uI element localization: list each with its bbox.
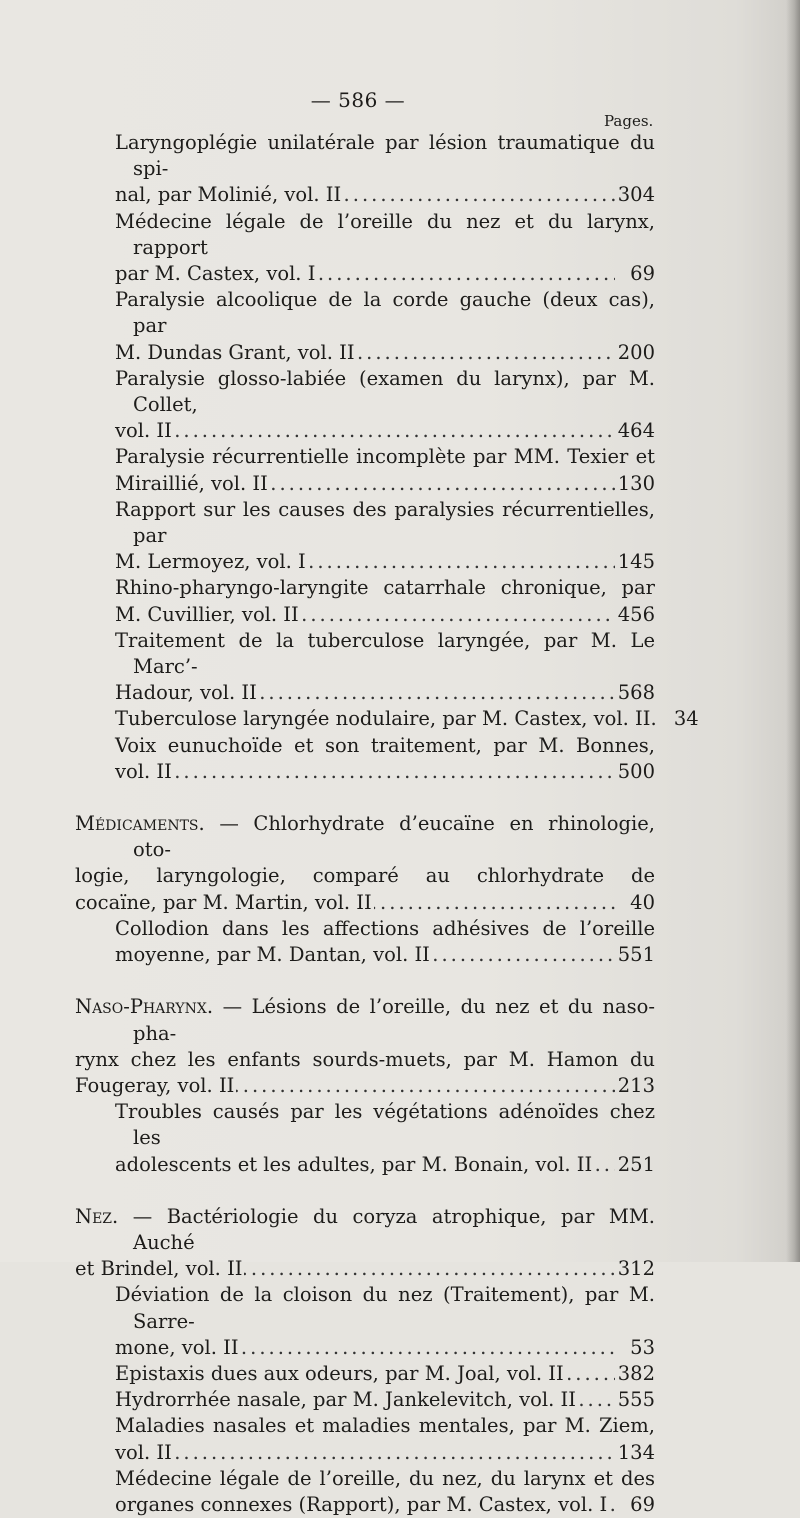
entry-line-with-page bbox=[115, 1440, 655, 1466]
page-reference: 304 bbox=[617, 183, 655, 207]
entry-text: Collodion dans les affections adhésives de l’oreille bbox=[115, 916, 655, 940]
entry-line bbox=[115, 628, 655, 680]
page-reference: 53 bbox=[630, 1335, 655, 1359]
entry-line bbox=[75, 1047, 655, 1073]
entry-text: Médecine légale de l’oreille du nez et du larynx, rapport bbox=[115, 209, 655, 259]
entry-line-with-page bbox=[115, 340, 655, 366]
page-reference: 130 bbox=[617, 471, 655, 495]
page-reference: 555 bbox=[617, 1388, 655, 1412]
dot-leader bbox=[270, 471, 615, 497]
entry-text: moyenne, par M. Dantan, vol. II bbox=[115, 943, 430, 967]
page-reference: 69 bbox=[630, 262, 655, 286]
entry-line bbox=[115, 366, 655, 418]
section-larynx-continued bbox=[75, 130, 699, 785]
page-reference: 134 bbox=[617, 1440, 655, 1464]
entry-line-with-page bbox=[115, 942, 655, 968]
dot-leader bbox=[609, 1492, 615, 1518]
index-entry bbox=[75, 287, 655, 366]
page-reference: 34 bbox=[673, 707, 699, 731]
entry-text: Hadour, vol. II bbox=[115, 681, 257, 705]
dot-leader bbox=[594, 1152, 615, 1178]
entry-text: Paralysie récurrentielle incomplète par MM. Texier et bbox=[115, 445, 655, 469]
entry-text: Laryngoplégie unilatérale par lésion traumatique du spi- bbox=[115, 131, 655, 181]
entry-line-with-page bbox=[115, 1492, 655, 1518]
dot-leader bbox=[578, 1387, 615, 1413]
entry-line-with-page bbox=[115, 602, 655, 628]
dot-leader bbox=[301, 602, 615, 628]
entry-line bbox=[75, 811, 655, 863]
index-entry bbox=[75, 628, 655, 707]
dot-leader bbox=[174, 1440, 615, 1466]
entry-text: Médecine légale de l’oreille, du nez, du larynx et des bbox=[115, 1466, 655, 1490]
entry-line bbox=[75, 1204, 656, 1256]
entry-line-with-page bbox=[115, 1361, 655, 1387]
dot-leader bbox=[343, 182, 615, 208]
entry-line-with-page bbox=[75, 1256, 655, 1282]
page-reference: 568 bbox=[617, 681, 655, 705]
entry-line-with-page bbox=[115, 261, 655, 287]
entry-line-with-page bbox=[75, 890, 655, 916]
dot-leader bbox=[244, 1256, 615, 1282]
index-entry bbox=[75, 1413, 655, 1465]
entry-text: Traitement de la tuberculose laryngée, par M. Le Marc’- bbox=[115, 628, 655, 679]
entry-text: adolescents et les adultes, par M. Bonain, vol. II bbox=[115, 1152, 593, 1176]
index-entry bbox=[75, 1204, 655, 1283]
entry-text: mone, vol. II bbox=[115, 1335, 239, 1359]
index-entry bbox=[75, 733, 655, 785]
entry-text: rynx chez les enfants sourds-muets, par M. Hamon du bbox=[75, 1047, 655, 1071]
dot-leader bbox=[241, 1335, 615, 1361]
entry-text: Troubles causés par les végétations adénoïdes chez les bbox=[115, 1100, 655, 1150]
entry-text: M. Cuvillier, vol. II bbox=[115, 602, 299, 626]
entry-text: par M. Castex, vol. I bbox=[115, 262, 316, 286]
entry-text: — Lésions de l’oreille, du nez et du naso-pha- bbox=[133, 995, 655, 1045]
page-reference: 200 bbox=[617, 340, 655, 364]
entry-text: M. Dundas Grant, vol. II bbox=[115, 340, 355, 364]
entry-text: Fougeray, vol. II bbox=[75, 1073, 235, 1097]
index-entry bbox=[75, 706, 699, 732]
entry-line bbox=[115, 130, 655, 182]
entry-line-with-page bbox=[75, 1073, 655, 1099]
entry-text: Rapport sur les causes des paralysies récurrentielles, par bbox=[115, 497, 655, 548]
index-entry bbox=[75, 575, 655, 627]
entry-line-with-page bbox=[115, 1152, 655, 1178]
entry-line bbox=[115, 1099, 655, 1151]
entry-text: — Bactériologie du coryza atrophique, par MM. Auché bbox=[132, 1204, 656, 1254]
page-reference: 40 bbox=[630, 890, 655, 914]
index-entry bbox=[75, 1361, 655, 1387]
page-reference: 464 bbox=[617, 419, 655, 443]
section-heading: Nez. bbox=[75, 1204, 119, 1228]
entry-text: — Chlorhydrate d’eucaïne en rhinologie, oto- bbox=[133, 812, 655, 862]
entry-text: cocaïne, par M. Martin, vol. II bbox=[75, 890, 372, 914]
entry-text: M. Lermoyez, vol. I bbox=[115, 550, 306, 574]
entry-text: organes connexes (Rapport), par M. Castex, vol. I bbox=[115, 1492, 608, 1516]
entry-text: Voix eunuchoïde et son traitement, par M. Bonnes, bbox=[115, 733, 655, 757]
entry-text: Maladies nasales et maladies mentales, par M. Ziem, bbox=[115, 1414, 655, 1438]
entry-line-with-page bbox=[115, 1387, 655, 1413]
entry-line bbox=[75, 994, 655, 1046]
entry-text: Déviation de la cloison du nez (Traitement), par M. Sarre- bbox=[115, 1283, 655, 1333]
entry-text: vol. II bbox=[115, 1440, 172, 1464]
dot-leader bbox=[357, 340, 615, 366]
entry-line bbox=[115, 575, 655, 601]
entry-text: Hydrorrhée nasale, par M. Jankelevitch, vol. II bbox=[115, 1388, 576, 1412]
entry-line bbox=[115, 209, 655, 261]
page-reference: 500 bbox=[617, 759, 655, 783]
section-naso-pharynx bbox=[75, 994, 655, 1177]
section-medicaments bbox=[75, 811, 655, 968]
index-entry bbox=[75, 130, 655, 209]
entry-line-with-page bbox=[115, 182, 655, 208]
page-reference: 551 bbox=[617, 943, 655, 967]
section-heading: Naso-Pharynx. bbox=[75, 995, 214, 1019]
index-entry bbox=[75, 916, 655, 968]
index-entry bbox=[75, 811, 655, 916]
dot-leader bbox=[308, 549, 615, 575]
entry-line bbox=[115, 444, 655, 470]
index-entry bbox=[75, 1282, 655, 1361]
page-reference: 382 bbox=[617, 1361, 655, 1385]
entry-line-with-page bbox=[115, 759, 655, 785]
entry-text: vol. II bbox=[115, 759, 172, 783]
page-number: — 586 — bbox=[310, 88, 406, 112]
entry-line bbox=[115, 1413, 655, 1439]
entry-line bbox=[75, 863, 655, 889]
entry-line-with-page bbox=[115, 549, 655, 575]
dot-leader bbox=[432, 942, 615, 968]
index-entry bbox=[75, 444, 655, 496]
entry-line-with-page bbox=[115, 680, 655, 706]
entry-text: Miraillié, vol. II bbox=[115, 471, 268, 495]
entry-line bbox=[115, 1466, 655, 1492]
index-entry bbox=[75, 1466, 655, 1518]
page-reference: 69 bbox=[630, 1492, 655, 1516]
entry-text: et Brindel, vol. II bbox=[75, 1257, 243, 1281]
entry-line-with-page bbox=[115, 1335, 655, 1361]
index-content bbox=[75, 130, 699, 1518]
index-entry bbox=[75, 1387, 655, 1413]
dot-leader bbox=[317, 261, 615, 287]
entry-text: vol. II bbox=[115, 419, 172, 443]
entry-line-with-page bbox=[115, 471, 655, 497]
page-reference: 213 bbox=[617, 1073, 655, 1097]
entry-text: Epistaxis dues aux odeurs, par M. Joal, vol. II bbox=[115, 1361, 564, 1385]
entry-line-with-page bbox=[115, 706, 699, 732]
entry-line bbox=[115, 1282, 655, 1334]
entry-text: Rhino-pharyngo-laryngite catarrhale chronique, par bbox=[115, 576, 655, 600]
pages-column-label: Pages. bbox=[604, 112, 654, 130]
page-reference: 145 bbox=[617, 550, 655, 574]
page-reference: 456 bbox=[617, 602, 655, 626]
dot-leader bbox=[174, 759, 615, 785]
entry-line bbox=[115, 916, 655, 942]
entry-text: logie, laryngologie, comparé au chlorhydrate de bbox=[75, 864, 655, 888]
entry-line bbox=[115, 497, 655, 549]
section-heading: Médicaments. bbox=[75, 812, 205, 836]
entry-line bbox=[115, 287, 655, 339]
index-entry bbox=[75, 497, 655, 576]
dot-leader bbox=[259, 680, 615, 706]
dot-leader bbox=[566, 1361, 615, 1387]
page-reference: 312 bbox=[617, 1257, 655, 1281]
entry-text: Paralysie alcoolique de la corde gauche (deux cas), par bbox=[115, 288, 655, 338]
section-nez bbox=[75, 1204, 655, 1518]
page-reference: 251 bbox=[617, 1152, 655, 1176]
entry-text: nal, par Molinié, vol. II bbox=[115, 183, 342, 207]
index-entry bbox=[75, 366, 655, 445]
dot-leader bbox=[374, 890, 615, 916]
entry-text: Tuberculose laryngée nodulaire, par M. Castex, vol. II. bbox=[115, 707, 657, 731]
dot-leader bbox=[236, 1073, 615, 1099]
index-entry bbox=[75, 1099, 655, 1178]
index-entry bbox=[75, 994, 655, 1099]
entry-line-with-page bbox=[115, 418, 655, 444]
index-entry bbox=[75, 209, 655, 288]
entry-text: Paralysie glosso-labiée (examen du larynx), par M. Collet, bbox=[115, 366, 655, 417]
dot-leader bbox=[174, 418, 615, 444]
entry-line bbox=[115, 733, 655, 759]
page-edge-shadow bbox=[786, 0, 800, 1262]
